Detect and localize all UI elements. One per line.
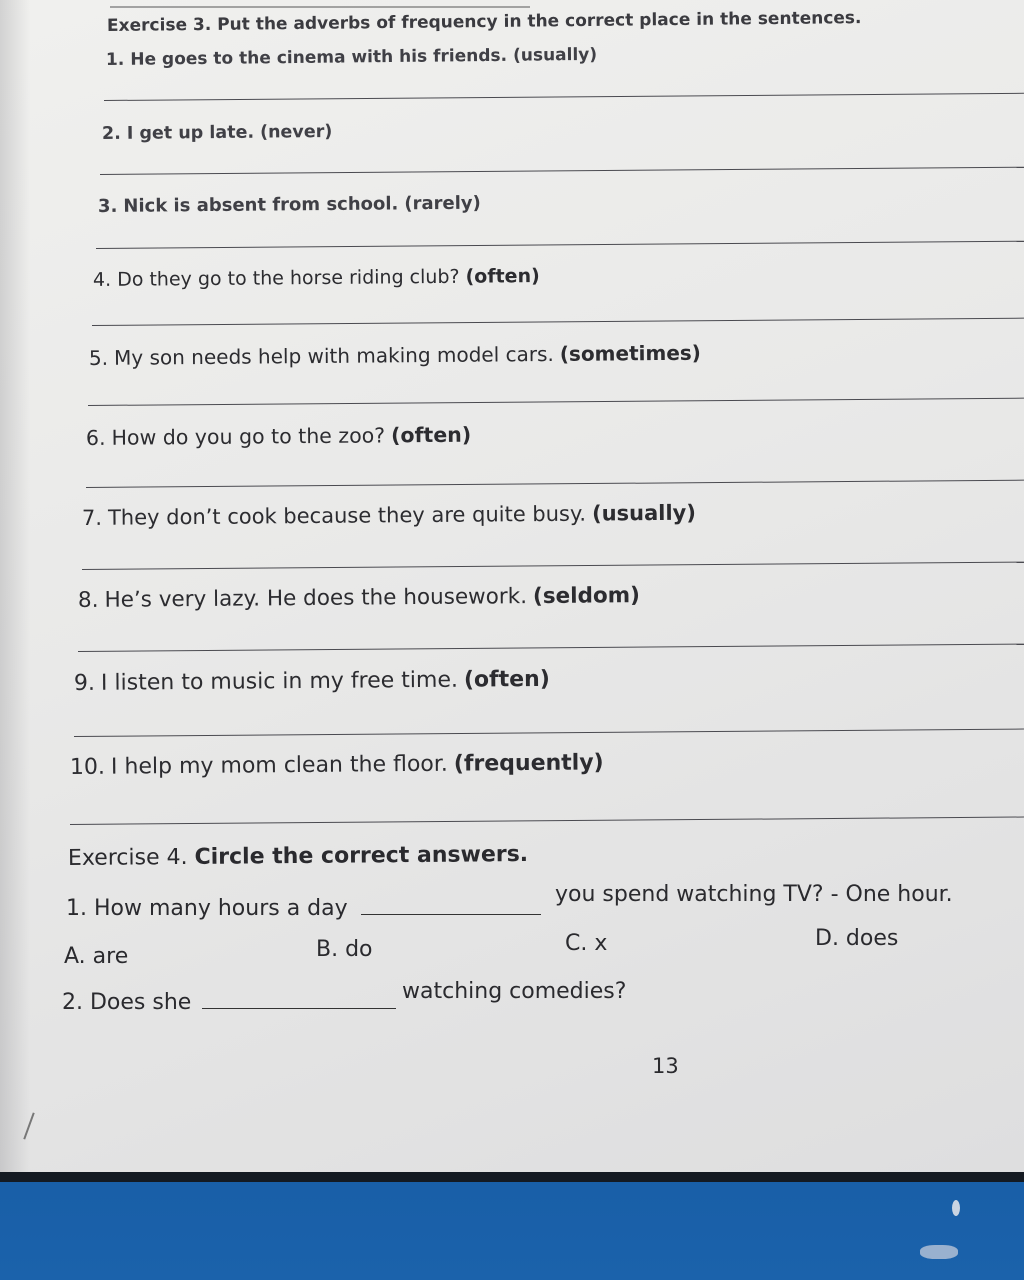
exercise3-item-10 xyxy=(70,750,604,780)
item-sentence: Do they go to the horse riding club? xyxy=(117,265,460,291)
answer-line-3[interactable] xyxy=(96,241,1024,249)
answer-line-8[interactable] xyxy=(78,644,1024,652)
exercise4-question-1-end: you spend watching TV? - One hour. xyxy=(555,882,953,907)
item-number: 3. xyxy=(97,195,118,217)
answer-line-4[interactable] xyxy=(92,318,1024,326)
item-adverb-cue: (usually) xyxy=(512,44,598,66)
item-adverb-cue: (often) xyxy=(465,265,540,288)
question-1-text-before: 1. How many hours a day xyxy=(66,896,348,921)
item-adverb-cue: (frequently) xyxy=(453,750,604,777)
item-sentence: I listen to music in my free time. xyxy=(100,667,459,696)
page-edge-shadow xyxy=(0,0,30,1182)
item-sentence: He goes to the cinema with his friends. xyxy=(130,45,508,70)
item-adverb-cue: (sometimes) xyxy=(559,340,702,366)
answer-line-7[interactable] xyxy=(82,562,1024,570)
surface-reflection xyxy=(952,1200,960,1216)
answer-line-6[interactable] xyxy=(86,480,1024,488)
exercise4-question-2-start xyxy=(62,990,396,1015)
exercise3-heading xyxy=(107,7,987,36)
item-adverb-cue: (often) xyxy=(463,666,550,693)
exercise4-heading xyxy=(68,842,528,871)
exercise3-item-8 xyxy=(78,583,640,613)
exercise4-label: Exercise 4. xyxy=(67,844,188,871)
exercise3-item-4 xyxy=(93,265,540,291)
item-sentence: I get up late. xyxy=(126,122,255,144)
exercise4-question-1-start xyxy=(66,896,541,921)
exercise3-item-3 xyxy=(98,193,481,217)
answer-line-10[interactable] xyxy=(70,817,1024,825)
item-sentence: I help my mom clean the floor. xyxy=(110,751,448,780)
item-adverb-cue: (usually) xyxy=(591,500,697,526)
item-number: 2. xyxy=(101,123,121,144)
exercise3-item-7 xyxy=(82,501,696,530)
exercise3-item-9 xyxy=(74,667,550,696)
answer-line-1[interactable] xyxy=(104,93,1024,101)
exercise4-question-2-end: watching comedies? xyxy=(402,979,627,1004)
top-cut-off-line xyxy=(110,0,530,8)
option-b[interactable]: B. do xyxy=(316,937,373,962)
item-number: 4. xyxy=(92,268,112,291)
item-sentence: Nick is absent from school. xyxy=(123,193,399,217)
item-number: 6. xyxy=(85,425,106,450)
question-2-text-before: 2. Does she xyxy=(62,990,192,1015)
item-sentence: They don’t cook because they are quite busy. xyxy=(107,501,587,530)
item-adverb-cue: (rarely) xyxy=(404,192,481,215)
option-a[interactable]: A. are xyxy=(64,944,129,969)
exercise3-item-1 xyxy=(106,45,597,70)
option-c[interactable]: C. x xyxy=(565,931,608,956)
item-adverb-cue: (often) xyxy=(390,422,472,448)
exercise3-item-5 xyxy=(89,341,701,370)
answer-line-5[interactable] xyxy=(88,398,1024,406)
page-number: 13 xyxy=(652,1054,679,1078)
item-adverb-cue: (seldom) xyxy=(532,583,641,610)
option-d[interactable]: D. does xyxy=(815,926,899,951)
item-sentence: How do you go to the zoo? xyxy=(111,423,386,450)
item-number: 1. xyxy=(105,49,125,70)
item-number: 10. xyxy=(69,754,106,780)
exercise3-item-6 xyxy=(86,423,471,450)
item-number: 8. xyxy=(77,587,99,613)
exercise4-instruction: Circle the correct answers. xyxy=(194,841,529,870)
item-sentence: My son needs help with making model cars. xyxy=(113,341,554,370)
item-adverb-cue: (never) xyxy=(259,121,333,143)
exercise3-label: Exercise 3. xyxy=(106,14,212,36)
question-1-blank[interactable] xyxy=(361,914,541,915)
answer-line-2[interactable] xyxy=(100,167,1024,175)
exercise3-item-2 xyxy=(102,122,332,144)
item-sentence: He’s very lazy. He does the housework. xyxy=(104,584,528,613)
answer-line-9[interactable] xyxy=(74,729,1024,737)
item-number: 9. xyxy=(73,670,96,696)
exercise3-instruction: Put the adverbs of frequency in the correct place in the sentences. xyxy=(217,8,862,35)
surface-smudge xyxy=(920,1245,958,1259)
item-number: 5. xyxy=(88,345,109,370)
question-2-blank[interactable] xyxy=(202,1008,396,1009)
item-number: 7. xyxy=(81,505,103,530)
